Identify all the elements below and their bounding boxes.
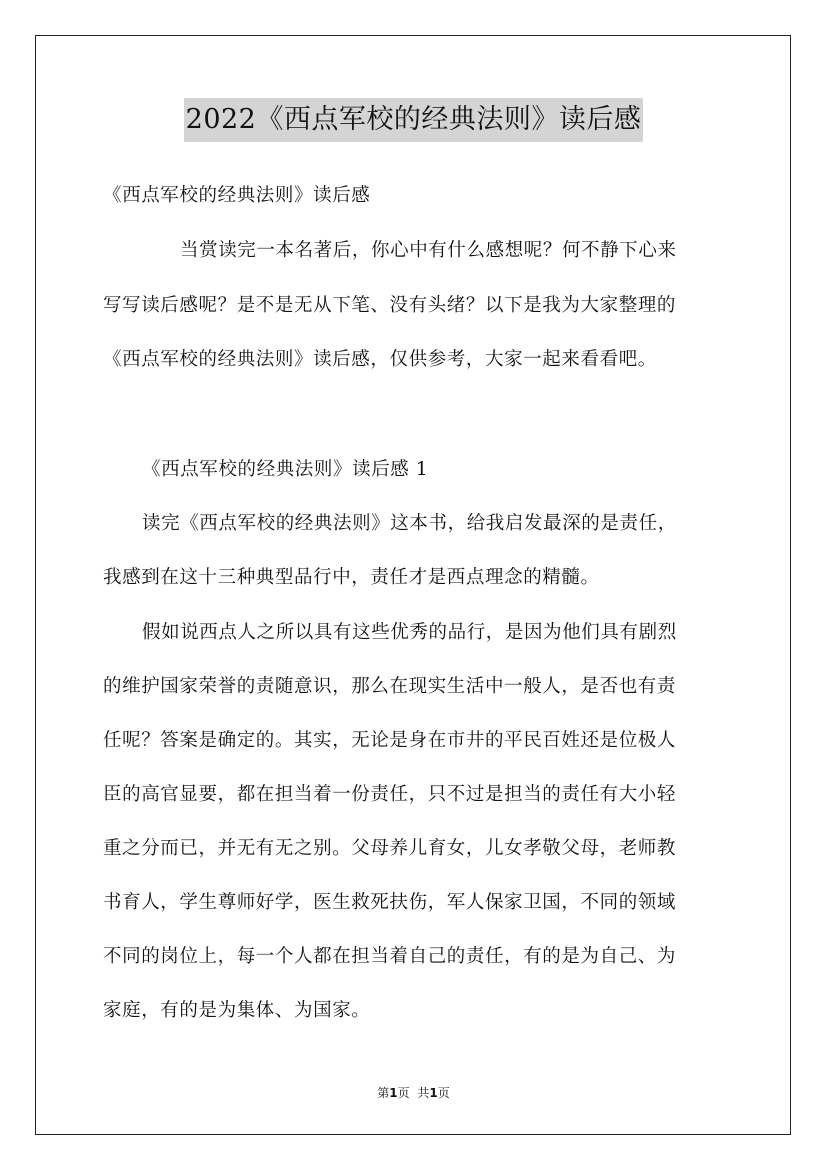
title-container: [0, 98, 827, 142]
document-title: 2022《西点军校的经典法则》读后感: [184, 98, 644, 142]
para2-line-8: 家庭，有的是为集体、为国家。: [103, 1000, 371, 1021]
para2-line-7: 不同的岗位上，每一个人都在担当着自己的责任，有的是为自己、为: [103, 946, 677, 967]
footer-total-prefix: 共: [417, 1086, 430, 1100]
intro-line-1: 当赏读完一本名著后，你心中有什么感想呢？何不静下心来: [180, 240, 677, 261]
subtitle: 《西点军校的经典法则》读后感: [103, 185, 371, 206]
para1-line-2: 我感到在这十三种典型品行中，责任才是西点理念的精髓。: [103, 567, 600, 588]
footer-total-suffix: 页: [437, 1086, 450, 1100]
footer-page-number: 1: [389, 1086, 398, 1100]
para1-line-1: 读完《西点军校的经典法则》这本书，给我启发最深的是责任，: [142, 513, 677, 534]
section-heading: 《西点军校的经典法则》读后感 1: [142, 459, 429, 480]
para2-line-4: 臣的高官显要，都在担当着一份责任，只不过是担当的责任有大小轻: [103, 784, 677, 805]
intro-line-3: 《西点军校的经典法则》读后感，仅供参考，大家一起来看看吧。: [103, 349, 657, 370]
footer-page-suffix: 页: [397, 1086, 410, 1100]
footer-page-prefix: 第: [377, 1086, 390, 1100]
para2-line-6: 书育人，学生尊师好学，医生救死扶伤，军人保家卫国，不同的领域: [103, 892, 677, 913]
intro-line-2: 写写读后感呢？是不是无从下笔、没有头绪？以下是我为大家整理的: [103, 295, 677, 316]
para2-line-5: 重之分而已，并无有无之别。父母养儿育女，儿女孝敬父母，老师教: [103, 838, 677, 859]
para2-line-1: 假如说西点人之所以具有这些优秀的品行，是因为他们具有剧烈: [142, 622, 677, 643]
para2-line-3: 任呢？答案是确定的。其实，无论是身在市井的平民百姓还是位极人: [103, 730, 677, 751]
para2-line-2: 的维护国家荣誉的责随意识，那么在现实生活中一般人，是否也有责: [103, 676, 677, 697]
footer-total-number: 1: [429, 1086, 438, 1100]
page-footer: [0, 1084, 827, 1101]
